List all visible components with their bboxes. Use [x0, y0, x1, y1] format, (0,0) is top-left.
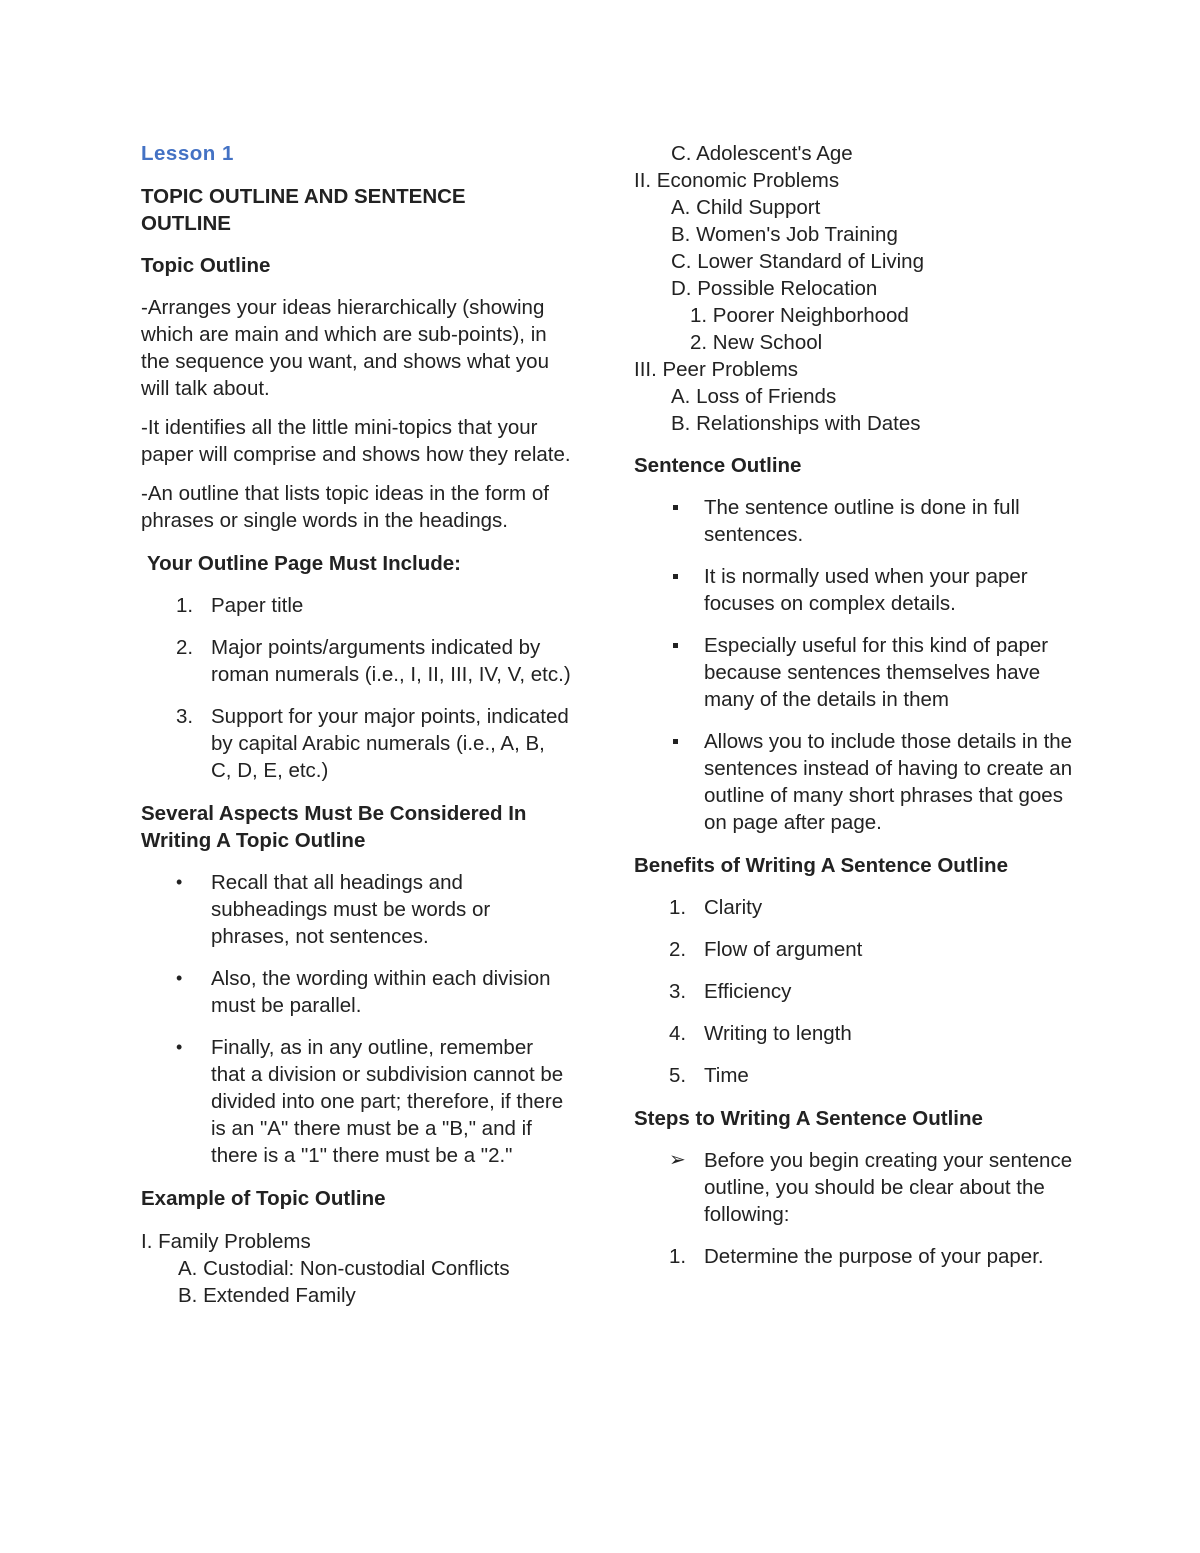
right-column [634, 140, 1074, 1270]
list-item [141, 592, 571, 619]
list-item-text: Before you begin creating your sentence outline, you should be clear about the following: [704, 1149, 1073, 1226]
list-item-text: Writing to length [704, 1022, 852, 1045]
left-column [141, 140, 571, 1309]
benefits-heading: Benefits of Writing A Sentence Outline [634, 854, 1008, 877]
outline-line: 1. Poorer Neighborhood [690, 304, 909, 327]
list-number: 1. [176, 594, 194, 617]
include-list [141, 592, 571, 784]
outline-line: B. Relationships with Dates [671, 412, 921, 435]
list-number: 3. [176, 705, 194, 728]
outline-line: III. Peer Problems [634, 358, 799, 381]
list-item [634, 894, 1074, 921]
outline-line: 2. New School [690, 331, 823, 354]
steps-arrow-list [634, 1147, 1074, 1228]
topic-outline-heading: Topic Outline [141, 254, 271, 277]
list-number: 2. [176, 636, 194, 659]
example-outline-continued [634, 140, 1074, 437]
outline-line: D. Possible Relocation [671, 277, 878, 300]
square-bullet-icon [673, 739, 678, 744]
list-item-text: Flow of argument [704, 938, 863, 961]
list-item-text: Clarity [704, 896, 763, 919]
steps-list [634, 1243, 1074, 1270]
outline-line: A. Custodial: Non-custodial Conflicts [178, 1257, 510, 1280]
topic-paragraph-3: -An outline that lists topic ideas in the form of phrases or single words in the headings. [141, 482, 549, 532]
list-item-text: Allows you to include those details in the sentences instead of having to create an outline of many short phrases that goes on page after page. [704, 730, 1073, 834]
bullet-icon: • [176, 1037, 183, 1057]
example-outline [141, 1228, 571, 1309]
list-item-text: Paper title [211, 594, 304, 617]
list-number: 2. [669, 938, 687, 961]
list-item [634, 1062, 1074, 1089]
steps-heading: Steps to Writing A Sentence Outline [634, 1107, 983, 1130]
list-item-text: Major points/arguments indicated by roman numerals (i.e., I, II, III, IV, V, etc.) [211, 636, 571, 686]
outline-line: I. Family Problems [141, 1230, 311, 1253]
list-item [141, 703, 571, 784]
aspects-heading: Several Aspects Must Be Considered In Writing A Topic Outline [141, 802, 527, 852]
list-number: 4. [669, 1022, 687, 1045]
lesson-label: Lesson 1 [141, 142, 234, 165]
list-item-text: The sentence outline is done in full sentences. [704, 496, 1020, 546]
square-bullet-icon [673, 574, 678, 579]
sentence-outline-heading: Sentence Outline [634, 454, 802, 477]
list-item-text: Also, the wording within each division must be parallel. [211, 967, 551, 1017]
list-item-text: It is normally used when your paper focuses on complex details. [704, 565, 1028, 615]
list-number: 1. [669, 896, 687, 919]
aspects-list [141, 869, 571, 1169]
topic-paragraph-2: -It identifies all the little mini-topics that your paper will comprise and shows how they relate. [141, 416, 571, 466]
list-item [634, 936, 1074, 963]
bullet-icon: • [176, 872, 183, 892]
outline-line: C. Lower Standard of Living [671, 250, 924, 273]
list-item [634, 728, 1074, 836]
list-item-text: Support for your major points, indicated by capital Arabic numerals (i.e., A, B, C, D, E, etc.) [211, 705, 569, 782]
outline-line: B. Extended Family [178, 1284, 356, 1307]
list-item-text: Determine the purpose of your paper. [704, 1245, 1044, 1268]
list-item [634, 1147, 1074, 1228]
benefits-list [634, 894, 1074, 1089]
bullet-icon: • [176, 968, 183, 988]
list-item-text: Especially useful for this kind of paper because sentences themselves have many of the details in them [704, 634, 1049, 711]
list-item [141, 869, 571, 950]
outline-line: A. Child Support [671, 196, 821, 219]
list-item [634, 1020, 1074, 1047]
page-title-line-2: OUTLINE [141, 212, 231, 235]
list-item [634, 494, 1074, 548]
topic-paragraph-1: -Arranges your ideas hierarchically (showing which are main and which are sub-points), in the sequence you want, and shows what you will talk about. [141, 296, 549, 400]
outline-line: B. Women's Job Training [671, 223, 898, 246]
outline-line: II. Economic Problems [634, 169, 840, 192]
page-title [141, 183, 571, 237]
list-number: 5. [669, 1064, 687, 1087]
square-bullet-icon [673, 643, 678, 648]
outline-line: A. Loss of Friends [671, 385, 837, 408]
outline-line: C. Adolescent's Age [671, 142, 853, 165]
list-item-text: Time [704, 1064, 749, 1087]
list-item [634, 978, 1074, 1005]
list-item [141, 1034, 571, 1169]
arrow-bullet-icon: ➢ [669, 1149, 686, 1171]
include-heading: Your Outline Page Must Include: [147, 552, 461, 575]
page-title-line-1: TOPIC OUTLINE AND SENTENCE [141, 185, 466, 208]
list-item [141, 634, 571, 688]
list-item-text: Finally, as in any outline, remember that a division or subdivision cannot be divided into one part; therefore, if there is an "A" there must be a "B," and if there is a "1" there must be a "2." [211, 1036, 564, 1167]
list-number: 1. [669, 1245, 687, 1268]
square-bullet-icon [673, 505, 678, 510]
list-number: 3. [669, 980, 687, 1003]
list-item-text: Efficiency [704, 980, 792, 1003]
list-item [634, 632, 1074, 713]
sentence-list [634, 494, 1074, 836]
example-heading: Example of Topic Outline [141, 1187, 386, 1210]
list-item [634, 1243, 1074, 1270]
list-item [141, 965, 571, 1019]
list-item [634, 563, 1074, 617]
list-item-text: Recall that all headings and subheadings must be words or phrases, not sentences. [211, 871, 491, 948]
